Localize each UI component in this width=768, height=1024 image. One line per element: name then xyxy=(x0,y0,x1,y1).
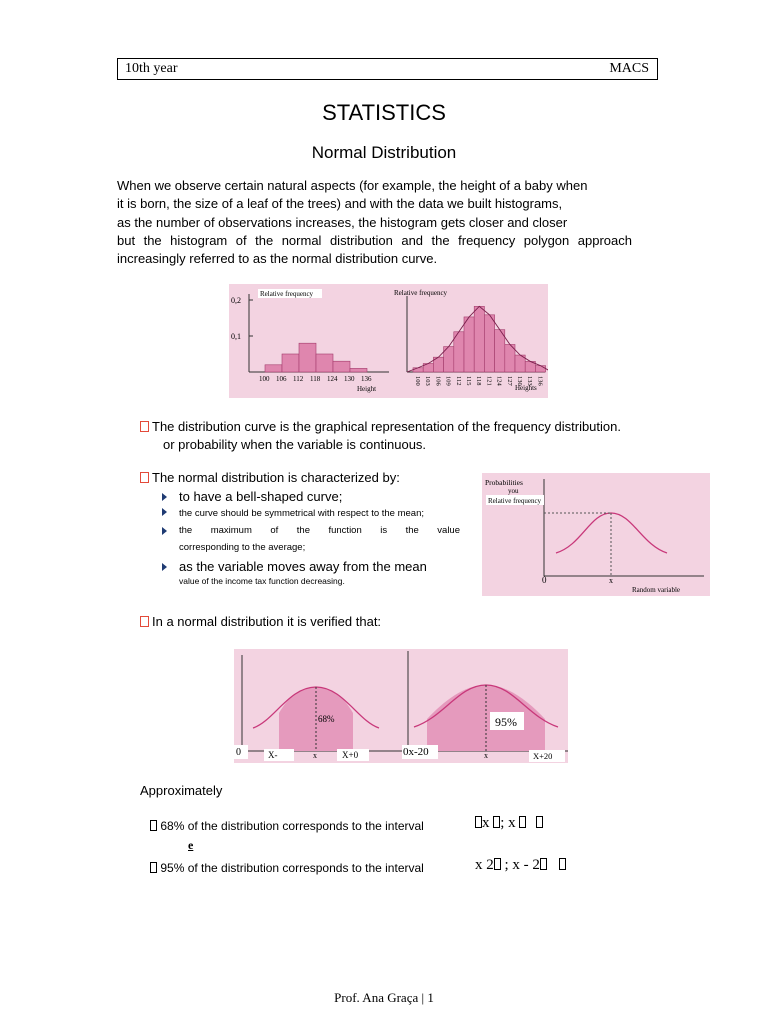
header-left: 10th year xyxy=(125,61,178,76)
check-box-icon xyxy=(150,820,157,831)
page-footer: Prof. Ana Graça | 1 xyxy=(334,990,434,1005)
percent-curves-figure xyxy=(234,649,568,763)
intro-paragraph xyxy=(117,177,632,268)
histogram-bar xyxy=(474,306,484,372)
list-item xyxy=(162,558,460,576)
left-ylabel: Relative frequency xyxy=(260,290,314,298)
histogram-bar xyxy=(299,343,316,372)
para2-lead-line xyxy=(140,470,460,485)
pct-right-m: x xyxy=(484,751,488,760)
histogram-tick-label: 112 xyxy=(454,376,462,386)
square-bullet-icon xyxy=(140,421,149,432)
arrow-bullet-icon xyxy=(162,493,167,501)
histogram-tick-label: 124 xyxy=(495,376,503,386)
histogram-bar xyxy=(484,315,494,372)
pct-95-label: 95% xyxy=(495,715,517,729)
right-bars xyxy=(407,306,548,372)
histogram-tick-label: 103 xyxy=(424,376,432,386)
bracket-glyph-icon xyxy=(559,858,566,870)
list-item-text: as the variable moves away from the mean xyxy=(179,559,427,574)
left-xlabel: Height xyxy=(357,385,377,393)
verified-paragraph xyxy=(140,614,381,629)
interval-68-row xyxy=(150,819,424,833)
histogram-bar xyxy=(535,366,545,372)
right-ylabel: Relative frequency xyxy=(394,289,448,297)
histogram-tick-label: 133 xyxy=(526,376,534,386)
bracket-glyph-icon xyxy=(536,816,543,828)
interval-95-row xyxy=(150,861,424,875)
characterized-by-section xyxy=(140,470,460,587)
intro-line: increasingly referred to as the normal distribution curve. xyxy=(117,251,438,267)
histogram-bar xyxy=(413,368,423,372)
bell-curve-svg xyxy=(482,473,710,596)
pct-68-label: 68% xyxy=(318,714,335,724)
histogram-bar xyxy=(495,330,505,372)
left-xticks xyxy=(259,375,372,383)
characteristics-list xyxy=(140,488,460,587)
formula-part: x 2 xyxy=(475,857,494,873)
formula-part: ; x - 2 xyxy=(504,857,540,873)
arrow-bullet-icon xyxy=(162,563,167,571)
histogram-tick-label: 100 xyxy=(414,376,421,386)
list-item-continuation: value of the income tax function decreasing. xyxy=(179,576,345,586)
histogram-tick-label: 130 xyxy=(344,375,355,383)
histogram-tick-label: 112 xyxy=(293,375,304,383)
formula-part: ; x xyxy=(500,815,516,831)
bell-curve-figure xyxy=(482,473,710,596)
histogram-bar xyxy=(333,361,350,372)
bracket-glyph-icon xyxy=(475,816,482,828)
interval-68-formula xyxy=(475,815,543,832)
page-title: STATISTICS xyxy=(322,100,446,125)
bell-xmark: x xyxy=(609,576,613,585)
histogram-bar xyxy=(454,332,464,372)
intro-line: it is born, the size of a leaf of the trees) and with the data we built histograms, xyxy=(117,196,563,212)
histogram-bar xyxy=(265,365,282,372)
list-item xyxy=(162,522,460,539)
histogram-tick-label: 106 xyxy=(434,376,442,386)
bell-ylabel-1: Probabilities xyxy=(485,478,523,487)
intro-line: as the number of observations increases, the histogram gets closer and closer xyxy=(117,214,568,230)
histogram-tick-label: 118 xyxy=(310,375,321,383)
pct-left-m: x xyxy=(313,751,317,760)
bell-ylabel-2: you xyxy=(508,487,519,495)
histogram-svg xyxy=(229,284,548,398)
header-box xyxy=(117,58,658,80)
para2-lead: The normal distribution is characterized by: xyxy=(152,470,400,485)
histogram-figure xyxy=(229,284,548,398)
list-item-text: the curve should be symmetrical with respect to the mean; xyxy=(179,508,425,519)
arrow-bullet-icon xyxy=(162,527,167,535)
histogram-tick-label: 127 xyxy=(505,376,513,386)
interval-95-formula xyxy=(475,857,566,874)
histogram-tick-label: 121 xyxy=(485,376,493,386)
square-bullet-icon xyxy=(140,616,149,627)
pct-left-origin: 0 xyxy=(236,747,241,758)
list-item xyxy=(162,505,460,522)
histogram-tick-label: 100 xyxy=(259,375,270,383)
histogram-bar xyxy=(316,354,333,372)
percent-curves-svg xyxy=(234,649,568,763)
interval-95-text: 95% of the distribution corresponds to the interval xyxy=(160,861,424,875)
histogram-tick-label: 124 xyxy=(327,375,338,383)
list-item-continuation: corresponding to the average; xyxy=(179,542,306,553)
sigma-glyph-icon xyxy=(519,816,526,828)
left-ytick-label: 0,2 xyxy=(231,296,241,305)
arrow-bullet-icon xyxy=(162,508,167,516)
check-box-icon xyxy=(150,862,157,873)
histogram-bar xyxy=(464,317,474,372)
approximately-label: Approximately xyxy=(140,783,223,798)
para1-text: The distribution curve is the graphical representation of the frequency distribution. xyxy=(152,419,621,434)
list-item-text: the maximum of the function is the value xyxy=(179,525,460,536)
para1-text-2: or probability when the variable is continuous. xyxy=(163,437,427,452)
list-item-text: to have a bell-shaped curve; xyxy=(179,489,343,504)
bell-ylabel-3: Relative frequency xyxy=(488,497,542,505)
left-ytick-label: 0,1 xyxy=(231,332,241,341)
left-bars xyxy=(265,343,367,372)
histogram-tick-label: 106 xyxy=(276,375,287,383)
intro-line: When we observe certain natural aspects (for example, the height of a baby when xyxy=(117,178,588,193)
para3-lead: In a normal distribution it is verified that: xyxy=(152,614,382,629)
pct-right-r: X+20 xyxy=(533,751,553,761)
histogram-tick-label: 115 xyxy=(465,376,472,386)
square-bullet-icon xyxy=(140,472,149,483)
histogram-tick-label: 136 xyxy=(536,376,544,386)
sigma-glyph-icon xyxy=(540,858,547,870)
histogram-tick-label: 109 xyxy=(444,376,452,386)
pct-left-r: X+0 xyxy=(342,750,359,760)
intro-line: but the histogram of the normal distribution and the frequency polygon approach xyxy=(117,232,632,248)
bell-xlabel: Random variable xyxy=(632,586,681,594)
pct-right-origin: 0x-20 xyxy=(403,746,429,758)
para1-line xyxy=(140,418,660,436)
list-item xyxy=(162,488,460,505)
histogram-tick-label: 130 xyxy=(516,376,523,386)
histogram-tick-label: 136 xyxy=(361,375,372,383)
bell-origin: 0 xyxy=(542,575,547,585)
histogram-bar xyxy=(350,368,367,372)
right-xlabel: Heights xyxy=(515,384,537,392)
histogram-bar xyxy=(282,354,299,372)
interval-68-extra: e xyxy=(188,838,194,852)
page-subtitle: Normal Distribution xyxy=(311,143,457,162)
histogram-tick-label: 118 xyxy=(475,376,483,386)
sigma-glyph-icon xyxy=(494,858,501,870)
header-right: MACS xyxy=(609,61,649,76)
formula-part: x xyxy=(482,815,490,831)
distribution-curve-paragraph xyxy=(140,418,660,454)
pct-left-l: X- xyxy=(268,750,278,760)
interval-68-text: 68% of the distribution corresponds to the interval xyxy=(160,819,424,833)
